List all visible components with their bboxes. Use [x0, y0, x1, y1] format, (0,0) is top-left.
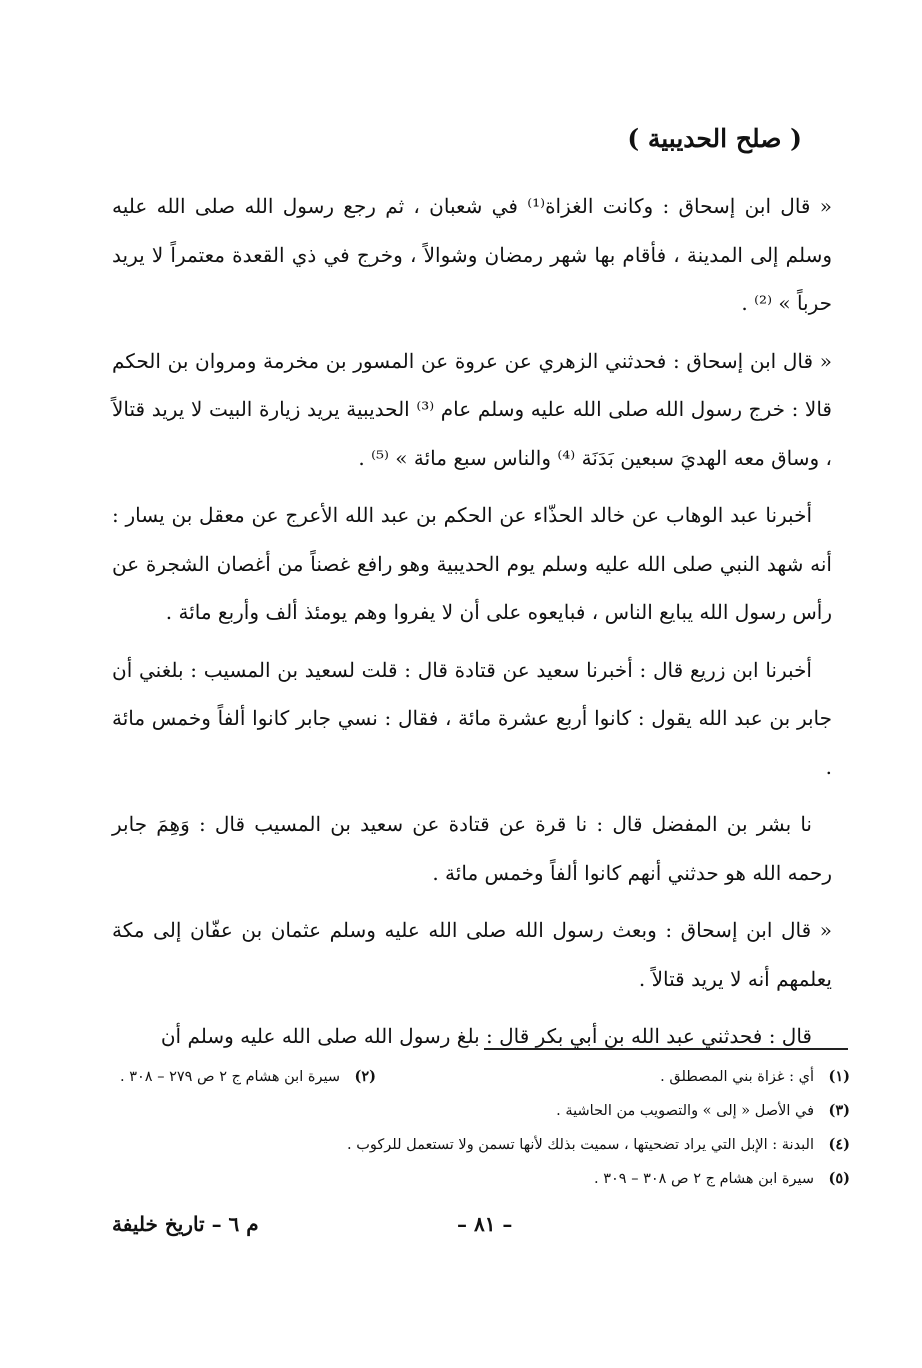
footnote-number: (٥)	[828, 1170, 850, 1187]
paragraph-uthman-sent: « قال ابن إسحاق : وبعث رسول الله صلى الله عليه وسلم عثمان بن عفّان إلى مكة يعلمهم أنه لا يريد قتالاً .	[112, 918, 832, 991]
footnote-text: سيرة ابن هشام ج ٢ ص ٣٠٨ – ٣٠٩ .	[594, 1171, 814, 1187]
paragraph-bishr-bin-mufaddal: نا بشر بن المفضل قال : نا قرة عن قتادة عن سعيد بن المسيب قال : وَهِمَ جابر رحمه الله هو حدثني أنهم كانوا ألفاً وخمس مائة .	[112, 812, 832, 885]
footnote-separator	[484, 1048, 848, 1050]
footnote-number: (٢)	[354, 1068, 376, 1085]
volume-signature: م ٦ – تاريخ خليفة	[112, 1212, 259, 1236]
paragraph-ibn-zuray: أخبرنا ابن زريع قال : أخبرنا سعيد عن قتادة قال : قلت لسعيد بن المسيب : بلغني أن جابر بن عبد الله يقول : كانوا أربع عشرة مائة ، فقال : نسي جابر كانوا ألفاً وخمس مائة .	[112, 657, 832, 779]
main-text	[112, 182, 832, 1070]
footnote-5	[120, 1162, 850, 1196]
footnote-number: (١)	[828, 1068, 850, 1085]
footnote-2	[120, 1060, 376, 1094]
footnote-1	[510, 1060, 850, 1094]
paragraph-zuhri-hadith: « قال ابن إسحاق : فحدثني الزهري عن عروة عن المسور بن مخرمة ومروان بن الحكم قالا : خرج رسول الله صلى الله عليه وسلم عام ⁽³⁾ الحديبية يريد زيارة البيت لا يريد قتالاً ، وساق معه الهديَ سبعين بَدَنَة ⁽⁴⁾ والناس سبع مائة » ⁽⁵⁾ .	[112, 348, 832, 470]
paragraph-maqil-bin-yasar: أخبرنا عبد الوهاب عن خالد الحذّاء عن الحكم بن عبد الله الأعرج عن معقل بن يسار : أنه شهد النبي صلى الله عليه وسلم يوم الحديبية وهو رافع غصناً من أغصان الشجرة عن رأس رسول الله يبايع الناس ، فبايعوه على أن لا يفروا وهم يومئذ ألف وأربع مائة .	[112, 503, 832, 624]
footnotes	[120, 1060, 850, 1196]
page-number: – ٨١ –	[457, 1212, 513, 1236]
footnote-number: (٣)	[828, 1102, 850, 1119]
footnote-text: أي : غزاة بني المصطلق .	[660, 1069, 814, 1085]
footnote-4	[120, 1128, 850, 1162]
paragraph-ibn-ishaq-shaban: « قال ابن إسحاق : وكانت الغزاة⁽¹⁾ في شعبان ، ثم رجع رسول الله صلى الله عليه وسلم إلى المدينة ، فأقام بها شهر رمضان وشوالاً ، وخرج في ذي القعدة معتمراً لا يريد حرباً » ⁽²⁾ .	[112, 194, 832, 315]
footnote-3	[120, 1094, 850, 1128]
footnote-text: سيرة ابن هشام ج ٢ ص ٢٧٩ – ٣٠٨ .	[120, 1069, 340, 1085]
footnote-text: في الأصل « إلى » والتصويب من الحاشية .	[556, 1103, 814, 1119]
footnote-text: البدنة : الإبل التي يراد تضحيتها ، سميت بذلك لأنها تسمن ولا تستعمل للركوب .	[347, 1137, 814, 1153]
section-title: ( صلح الحديبية )	[627, 124, 802, 153]
paragraph-abdullah-bin-abi-bakr: قال : فحدثني عبد الله بن أبي بكر قال : بلغ رسول الله صلى الله عليه وسلم أن	[160, 1024, 812, 1048]
footnote-row	[120, 1060, 850, 1094]
footnote-number: (٤)	[828, 1136, 850, 1153]
page-footer	[112, 1212, 847, 1242]
